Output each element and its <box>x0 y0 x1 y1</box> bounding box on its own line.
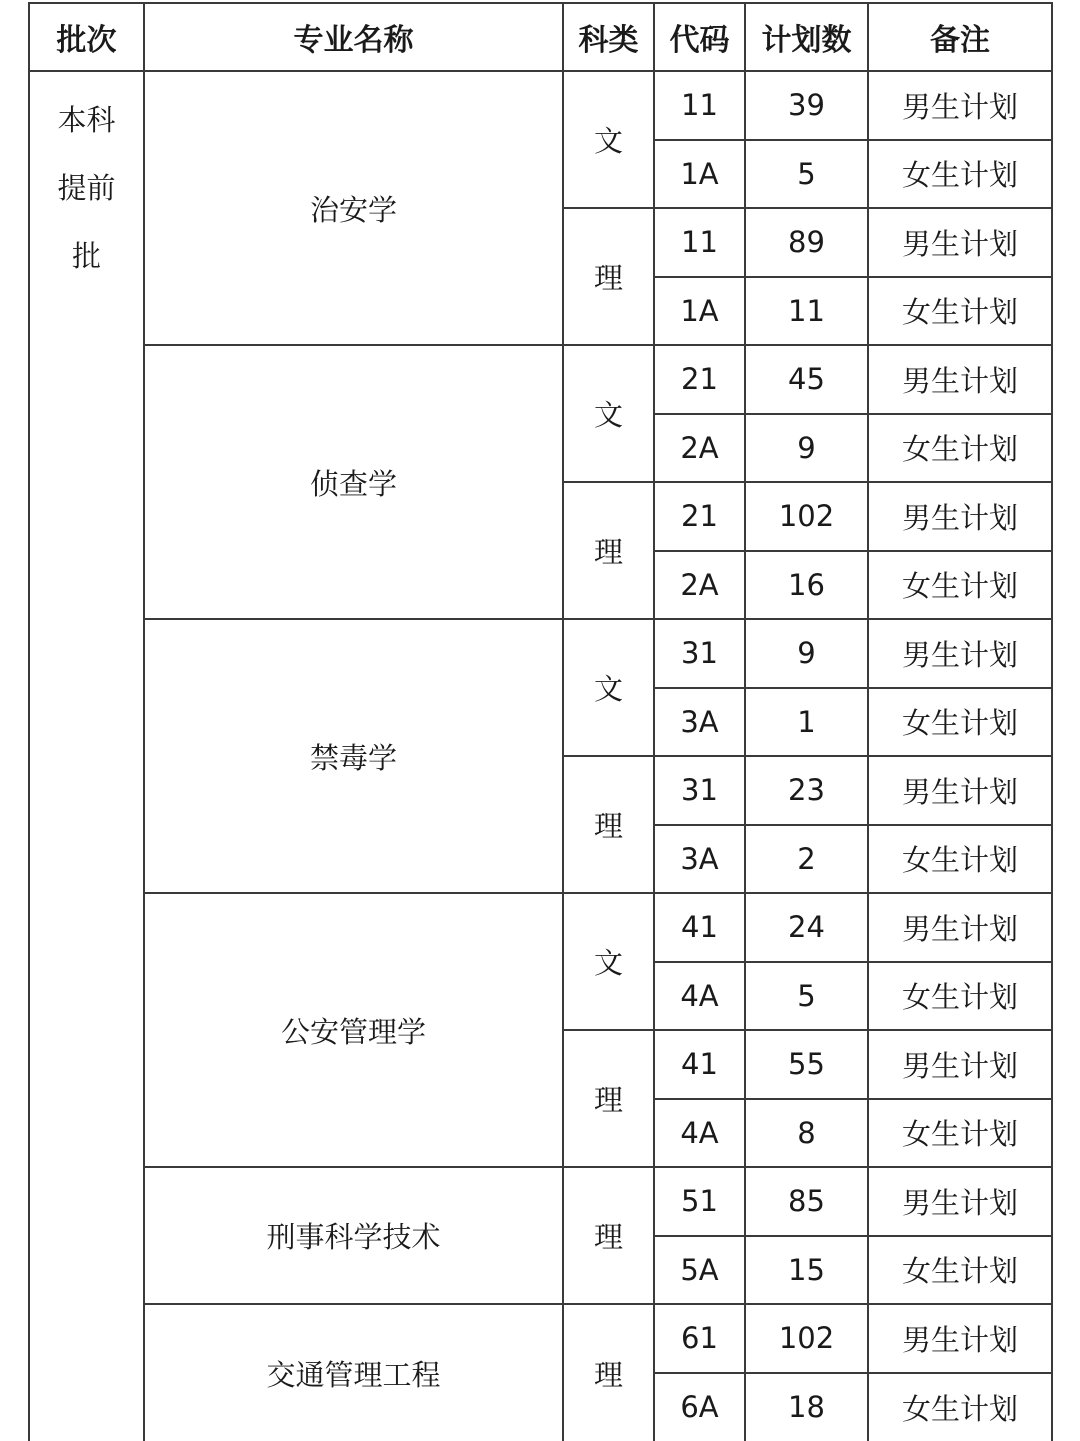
remark-cell: 男生计划 <box>868 756 1052 825</box>
category-cell: 文 <box>563 345 654 482</box>
plan-count-cell: 1 <box>745 688 868 757</box>
remark-cell: 女生计划 <box>868 962 1052 1031</box>
code-cell: 1A <box>654 140 745 209</box>
remark-cell: 男生计划 <box>868 1304 1052 1373</box>
code-cell: 5A <box>654 1236 745 1305</box>
category-cell: 文 <box>563 71 654 208</box>
code-cell: 11 <box>654 208 745 277</box>
plan-count-cell: 5 <box>745 962 868 1031</box>
major-name-cell: 公安管理学 <box>144 893 563 1167</box>
code-cell: 2A <box>654 414 745 483</box>
plan-count-cell: 16 <box>745 551 868 620</box>
batch-line: 本科 <box>30 86 143 154</box>
batch-line: 批 <box>30 222 143 290</box>
code-cell: 3A <box>654 688 745 757</box>
header-remark: 备注 <box>868 3 1052 71</box>
category-cell: 理 <box>563 1167 654 1304</box>
plan-count-cell: 89 <box>745 208 868 277</box>
table-row <box>29 71 1052 140</box>
code-cell: 4A <box>654 962 745 1031</box>
batch-cell <box>29 71 144 1441</box>
plan-count-cell: 9 <box>745 619 868 688</box>
plan-count-cell: 23 <box>745 756 868 825</box>
code-cell: 21 <box>654 482 745 551</box>
code-cell: 3A <box>654 825 745 894</box>
major-name-cell: 刑事科学技术 <box>144 1167 563 1304</box>
major-name-cell: 治安学 <box>144 71 563 345</box>
plan-count-cell: 24 <box>745 893 868 962</box>
remark-cell: 女生计划 <box>868 688 1052 757</box>
remark-cell: 女生计划 <box>868 414 1052 483</box>
remark-cell: 男生计划 <box>868 482 1052 551</box>
category-cell: 文 <box>563 619 654 756</box>
code-cell: 6A <box>654 1373 745 1441</box>
remark-cell: 男生计划 <box>868 893 1052 962</box>
code-cell: 31 <box>654 619 745 688</box>
header-plan-count: 计划数 <box>745 3 868 71</box>
header-major: 专业名称 <box>144 3 563 71</box>
major-name-cell: 侦查学 <box>144 345 563 619</box>
plan-count-cell: 102 <box>745 482 868 551</box>
table-row <box>29 345 1052 414</box>
table-body <box>29 71 1052 1441</box>
code-cell: 51 <box>654 1167 745 1236</box>
remark-cell: 女生计划 <box>868 1236 1052 1305</box>
category-cell: 理 <box>563 1030 654 1167</box>
remark-cell: 男生计划 <box>868 1030 1052 1099</box>
plan-count-cell: 45 <box>745 345 868 414</box>
table-row <box>29 619 1052 688</box>
plan-count-cell: 5 <box>745 140 868 209</box>
category-cell: 文 <box>563 893 654 1030</box>
code-cell: 1A <box>654 277 745 346</box>
remark-cell: 女生计划 <box>868 140 1052 209</box>
batch-line: 提前 <box>30 154 143 222</box>
header-code: 代码 <box>654 3 745 71</box>
remark-cell: 女生计划 <box>868 551 1052 620</box>
code-cell: 41 <box>654 1030 745 1099</box>
table-row <box>29 893 1052 962</box>
code-cell: 41 <box>654 893 745 962</box>
plan-count-cell: 39 <box>745 71 868 140</box>
plan-count-cell: 11 <box>745 277 868 346</box>
code-cell: 2A <box>654 551 745 620</box>
plan-count-cell: 55 <box>745 1030 868 1099</box>
plan-count-cell: 8 <box>745 1099 868 1168</box>
code-cell: 11 <box>654 71 745 140</box>
header-batch: 批次 <box>29 3 144 71</box>
code-cell: 21 <box>654 345 745 414</box>
category-cell: 理 <box>563 1304 654 1441</box>
table-row <box>29 1304 1052 1373</box>
remark-cell: 男生计划 <box>868 345 1052 414</box>
plan-count-cell: 102 <box>745 1304 868 1373</box>
major-name-cell: 禁毒学 <box>144 619 563 893</box>
code-cell: 31 <box>654 756 745 825</box>
plan-count-cell: 85 <box>745 1167 868 1236</box>
category-cell: 理 <box>563 208 654 345</box>
major-name-cell: 交通管理工程 <box>144 1304 563 1441</box>
remark-cell: 男生计划 <box>868 619 1052 688</box>
plan-count-cell: 9 <box>745 414 868 483</box>
category-cell: 理 <box>563 756 654 893</box>
category-cell: 理 <box>563 482 654 619</box>
remark-cell: 女生计划 <box>868 1373 1052 1441</box>
remark-cell: 女生计划 <box>868 1099 1052 1168</box>
remark-cell: 男生计划 <box>868 71 1052 140</box>
remark-cell: 女生计划 <box>868 277 1052 346</box>
remark-cell: 男生计划 <box>868 208 1052 277</box>
admission-plan-table <box>28 2 1053 1441</box>
plan-count-cell: 18 <box>745 1373 868 1441</box>
remark-cell: 男生计划 <box>868 1167 1052 1236</box>
table-header-row <box>29 3 1052 71</box>
code-cell: 4A <box>654 1099 745 1168</box>
header-category: 科类 <box>563 3 654 71</box>
code-cell: 61 <box>654 1304 745 1373</box>
table-row <box>29 1167 1052 1236</box>
remark-cell: 女生计划 <box>868 825 1052 894</box>
plan-count-cell: 15 <box>745 1236 868 1305</box>
plan-count-cell: 2 <box>745 825 868 894</box>
